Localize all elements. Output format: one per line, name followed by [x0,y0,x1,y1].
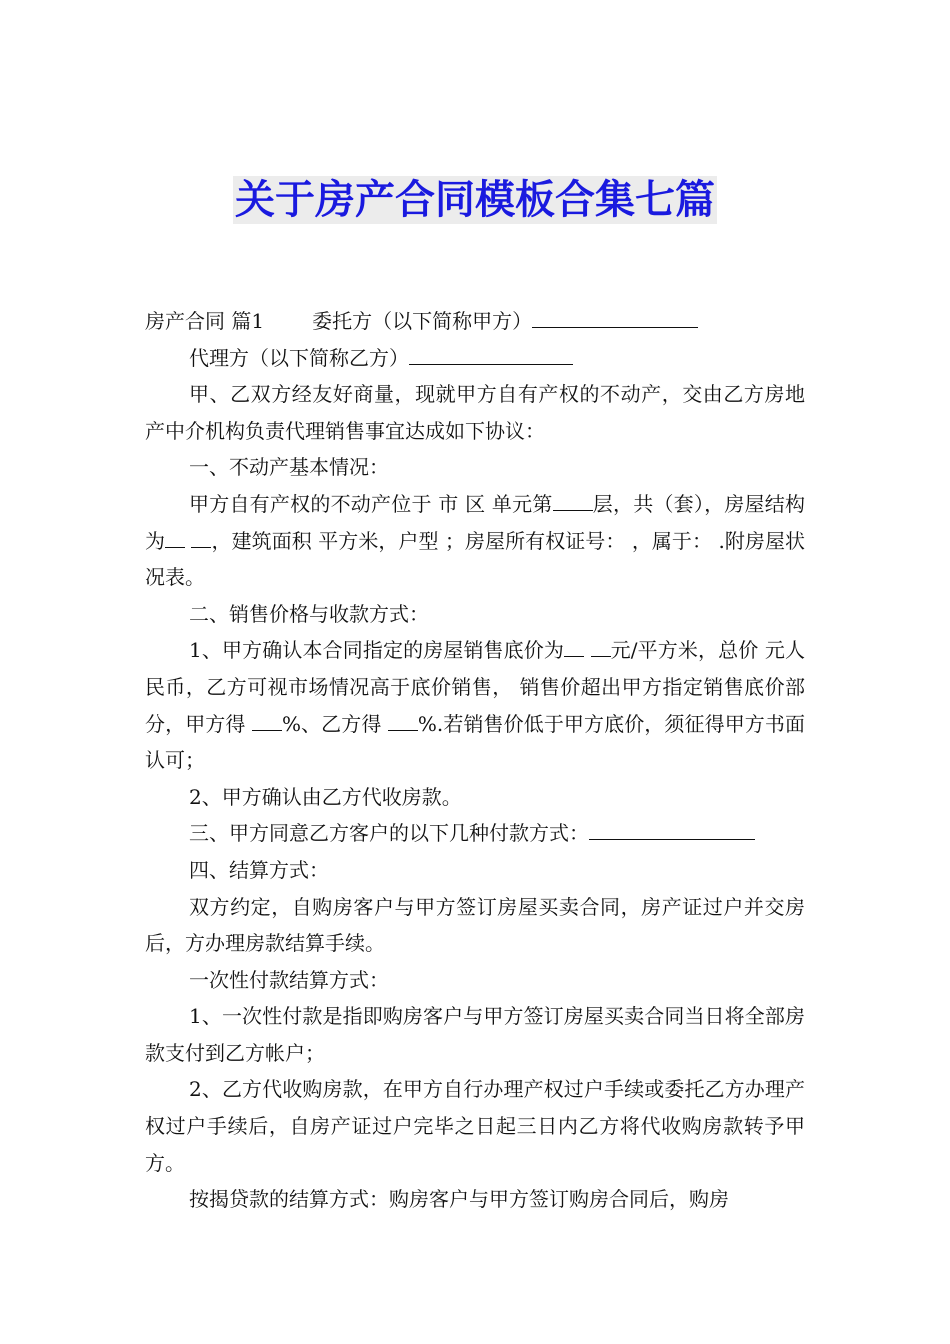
party-b-label: 代理方（以下简称乙方） [189,345,409,370]
section-1-paragraph [145,486,805,596]
document-title: 关于房产合同模板合集七篇 [235,177,715,223]
document-body [145,303,805,1218]
section-4-paragraph: 双方约定，自购房客户与甲方签订房屋买卖合同，房产证过户并交房后，方办理房款结算手续。 [145,894,805,956]
price-blank-1 [564,634,584,657]
onetime-payment-item-1: 1、一次性付款是指即购房客户与甲方签订房屋买卖合同当日将全部房款支付到乙方帐户； [145,1004,805,1065]
structure-blank-1 [165,525,185,548]
payment-method-blank [589,817,755,840]
party-b-blank [409,342,573,365]
section-2-item-1 [145,632,805,778]
title-container [0,176,950,224]
section-3-line [145,815,805,852]
floor-blank [553,488,593,511]
party-a-blank [532,305,698,328]
intro-paragraph: 甲、乙双方经友好商量，现就甲方自有产权的不动产，交由乙方房地产中介机构负责代理销售事宜达成如下协议： [145,382,805,443]
party-a-label: 委托方（以下简称甲方） [312,309,533,333]
section-1-heading: 一、不动产基本情况： [189,455,389,480]
section-4-heading: 四、结算方式： [189,857,329,882]
party-a-percent-blank [252,708,282,731]
section-2-item-2: 2、甲方确认由乙方代收房款。 [189,784,462,809]
s2-1-text-b: 元/平方米，总价 元人民币，乙方可视市场情况高于底价销售， 销售价超出甲方指定销售底价部分，甲方得 [145,638,805,736]
s2-1-text-a: 1、甲方确认本合同指定的房屋销售底价为 [189,638,565,663]
contract-header-line [145,303,805,340]
s1-text-a: 甲方自有产权的不动产位于 市 区 单元第 [189,491,553,516]
section-2-heading: 二、销售价格与收款方式： [189,601,429,626]
price-blank-2 [591,634,611,657]
party-b-line [145,340,805,377]
structure-blank-2 [191,525,211,548]
s1-text-c: ，建筑面积 平方米，户型 ；房屋所有权证号： ，属于： .附房屋状况表。 [145,528,806,590]
contract-heading: 房产合同 篇1 [145,309,265,333]
onetime-payment-heading: 一次性付款结算方式： [189,967,389,992]
s1-text-b: 层，共（套），房屋结构为 [145,491,806,553]
onetime-payment-item-2: 2、乙方代收购房款，在甲方自行办理产权过户手续或委托乙方办理产权过户手续后，自房产证过户完毕之日起三日内乙方将代收购房款转予甲方。 [145,1077,805,1175]
s2-1-text-c: %、乙方得 [281,711,388,736]
s2-1-text-d: %.若销售价低于甲方底价，须征得甲方书面认可； [145,711,805,773]
party-b-percent-blank [388,708,418,731]
section-3-text: 三、甲方同意乙方客户的以下几种付款方式： [189,821,589,846]
mortgage-settlement-paragraph: 按揭贷款的结算方式：购房客户与甲方签订购房合同后，购房 [189,1187,729,1212]
